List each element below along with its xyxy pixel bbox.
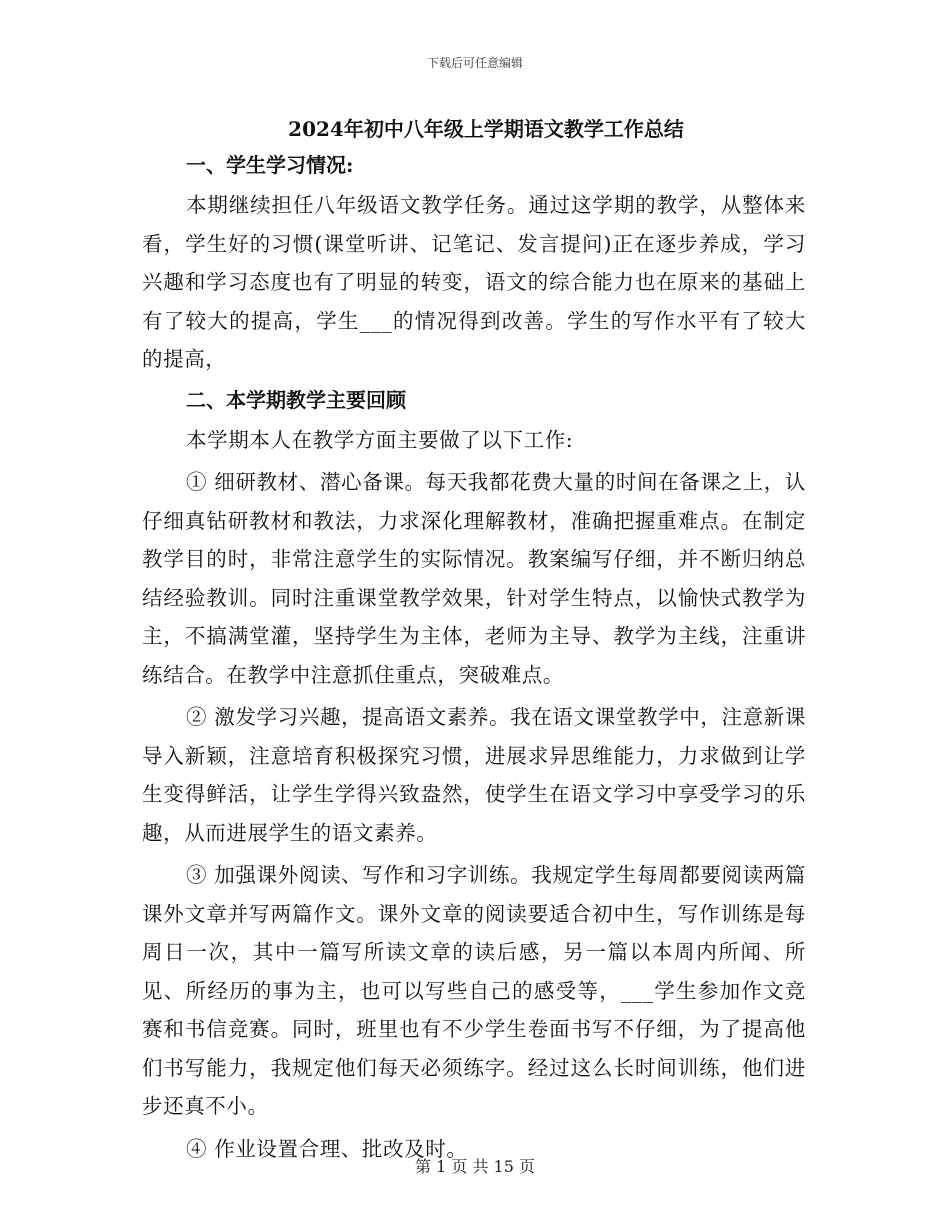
paragraph-item-2: ② 激发学习兴趣，提高语文素养。我在语文课堂教学中，注意新课导入新颖，注意培育积极探究习惯，进展求异思维能力，力求做到让学生变得鲜活，让学生学得兴致盎然，使学生在语文学习中享受学习的乐趣，从而进展学生的语文素养。 [142, 705, 806, 845]
document-title: 2024年初中八年级上学期语文教学工作总结 [288, 117, 684, 141]
header-note: 下载后可任意编辑 [426, 56, 523, 70]
section-heading-student-learning: 一、学生学习情况: [186, 153, 354, 177]
paragraph-item-1: ① 细研教材、潜心备课。每天我都花费大量的时间在备课之上，认仔细真钻研教材和教法，力求深化理解教材，准确把握重难点。在制定教学目的时，非常注意学生的实际情况。教案编写仔细，并不断归纳总结经验教训。同时注重课堂教学效果，针对学生特点，以愉快式教学为主，不搞满堂灌，坚持学生为主体，老师为主导、教学为主线，注重讲练结合。在教学中注意抓住重点，突破难点。 [142, 470, 806, 687]
section-heading-teaching-review: 二、本学期教学主要回顾 [186, 387, 406, 412]
paragraph-student-learning: 本期继续担任八年级语文教学任务。通过这学期的教学，从整体来看，学生好的习惯(课堂听讲、记笔记、发言提问)正在逐步养成，学习兴趣和学习态度也有了明显的转变，语文的综合能力也在原来的基础上有了较大的提高，学生___的情况得到改善。学生的写作水平有了较大的提高， [142, 193, 806, 371]
paragraph-teaching-intro: 本学期本人在教学方面主要做了以下工作: [186, 427, 574, 452]
paragraph-item-3: ③ 加强课外阅读、写作和习字训练。我规定学生每周都要阅读两篇课外文章并写两篇作文。课外文章的阅读要适合初中生，写作训练是每周日一次，其中一篇写所读文章的读后感，另一篇以本周内所闻、所见、所经历的事为主，也可以写些自己的感受等，___学生参加作文竞赛和书信竞赛。同时，班里也有不少学生卷面书写不仔细，为了提高他们书写能力，我规定他们每天必须练字。经过这么长时间训练，他们进步还真不小。 [142, 863, 806, 1118]
page-footer: 第 1 页 共 15 页 [415, 1157, 535, 1176]
document-body [142, 112, 806, 1172]
paragraph-item-4: ④ 作业设置合理、批改及时。 [186, 1136, 468, 1161]
